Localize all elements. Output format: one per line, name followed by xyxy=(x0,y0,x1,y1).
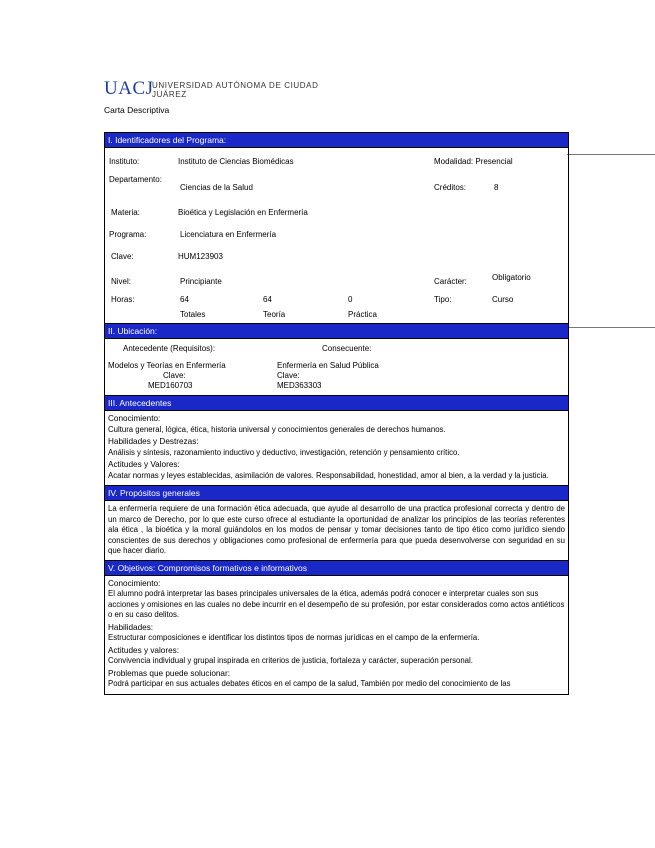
section-objetivos xyxy=(105,576,568,694)
objetivos-conocimiento-label: Conocimiento: xyxy=(108,578,161,588)
objetivos-actitudes-label: Actitudes y valores: xyxy=(108,645,179,655)
modalidad-value: Modalidad: Presencial xyxy=(434,157,513,166)
consecuente-name: Enfermería en Salud Pública xyxy=(277,361,379,370)
horas-totales-value: 64 xyxy=(180,295,189,304)
section-header-antecedentes: III. Antecedentes xyxy=(105,395,568,411)
objetivos-habilidades-text: Estructurar composiciones e identificar los distintos tipos de normas jurídicas en el campo de la enfermería. xyxy=(108,633,480,642)
clave-label: Clave: xyxy=(111,252,134,261)
programa-label: Programa: xyxy=(109,230,147,239)
objetivos-conocimiento-text: El alumno podrá interpretar las bases principales universales de la ética, además podrá conocer e interpretar cuales son sus acciones y omisiones en las cuales no debe incurrir en el desempeño de su profesión, por estar considerados como actos antiéticos o en su caso delitos. xyxy=(108,589,565,619)
margin-line xyxy=(567,154,655,155)
programa-value: Licenciatura en Enfermería xyxy=(180,230,277,239)
margin-line xyxy=(567,327,655,328)
horas-practica-value: 0 xyxy=(348,295,353,304)
antecedentes-actitudes-text: Acatar normas y leyes establecidas, asimilación de valores. Responsabilidad, honestidad, amor al bien, a la verdad y la justicia. xyxy=(108,470,549,480)
materia-label: Materia: xyxy=(111,208,140,217)
creditos-value: 8 xyxy=(494,183,499,192)
instituto-value: Instituto de Ciencias Biomédicas xyxy=(178,157,294,166)
departamento-value: Ciencias de la Salud xyxy=(180,183,253,192)
tipo-label: Tipo: xyxy=(434,295,452,304)
caracter-value: Obligatorio xyxy=(492,273,531,282)
section-header-propositos: IV. Propósitos generales xyxy=(105,485,568,501)
antecedentes-habilidades-label: Habilidades y Destrezas: xyxy=(108,437,199,446)
horas-label: Horas: xyxy=(111,295,135,304)
clave-value: HUM123903 xyxy=(178,252,223,261)
section-antecedentes xyxy=(105,411,568,485)
consecuente-label: Consecuente: xyxy=(322,344,372,353)
section-header-objetivos: V. Objetivos: Compromisos formativos e informativos xyxy=(105,560,568,576)
objetivos-problemas-label: Problemas que puede solucionar: xyxy=(108,668,230,678)
caracter-label: Carácter: xyxy=(434,277,467,286)
instituto-label: Instituto: xyxy=(109,157,140,166)
university-logo xyxy=(104,78,354,100)
objetivos-problemas-text: Podrá participar en sus actuales debates éticos en el campo de la salud, También por medio del conocimiento de las xyxy=(108,679,511,688)
horas-teoria-value: 64 xyxy=(263,295,272,304)
teoria-label: Teoría xyxy=(263,310,286,319)
antecedentes-habilidades-text: Análisis y síntesis, razonamiento inductivo y deductivo, investigación, retención y pensamiento crítico. xyxy=(108,447,460,457)
section-identificadores xyxy=(105,148,568,323)
totales-label: Totales xyxy=(180,310,206,319)
antecedente-name: Modelos y Teorías en Enfermería xyxy=(108,361,226,370)
section-header-identificadores: I. Identificadores del Programa: xyxy=(105,133,568,148)
antecedente-clave: MED160703 xyxy=(148,381,193,390)
university-name: UNIVERSIDAD AUTÓNOMA DE CIUDAD JUÁREZ xyxy=(152,81,319,99)
propositos-text: La enfermería requiere de una formación ética adecuada, que ayude al desarrollo de una practica profesional correcta y dentro de un marco de Derecho, por lo que este curso ofrece al estudiante la oportunidad de analizar los principios de las teorías referentes ala ética , la bioética y la moral guiándolos en los modos de pensar y tomar decisiones tanto de tipo ético como jurídico siendo conscientes de sus derechos y obligaciones como profesional de enfermería para que pueda desenvolverse con seguridad en su que hacer diario. xyxy=(108,504,565,555)
nivel-value: Principiante xyxy=(180,277,222,286)
section-ubicacion xyxy=(105,339,568,395)
objetivos-habilidades-label: Habilidades: xyxy=(108,622,154,632)
section-header-ubicacion: II. Ubicación: xyxy=(105,323,568,339)
antecedentes-actitudes-label: Actitudes y Valores: xyxy=(108,460,180,469)
antecedente-label: Antecedente (Requisitos): xyxy=(123,344,216,353)
departamento-label: Departamento: xyxy=(109,175,162,184)
consecuente-clave-label: Clave: xyxy=(277,371,300,380)
document-title: Carta Descriptiva xyxy=(104,105,170,115)
antecedentes-conocimiento-text: Cultura general, lógica, ética, historia universal y conocimientos generales de derechos humanos. xyxy=(108,424,446,434)
antecedente-clave-label: Clave: xyxy=(163,371,186,380)
objetivos-actitudes-text: Convivencia individual y grupal inspirada en criterios de justicia, fortaleza y carácter, superación personal. xyxy=(108,656,473,665)
tipo-value: Curso xyxy=(492,295,514,304)
antecedentes-conocimiento-label: Conocimiento: xyxy=(108,414,161,423)
uacj-logo-mark: UACJ xyxy=(104,78,154,99)
consecuente-clave: MED363303 xyxy=(277,381,322,390)
creditos-label: Créditos: xyxy=(434,183,467,192)
nivel-label: Nivel: xyxy=(111,277,132,286)
descriptive-card xyxy=(104,132,569,695)
practica-label: Práctica xyxy=(348,310,377,319)
materia-value: Bioética y Legislación en Enfermería xyxy=(178,208,308,217)
